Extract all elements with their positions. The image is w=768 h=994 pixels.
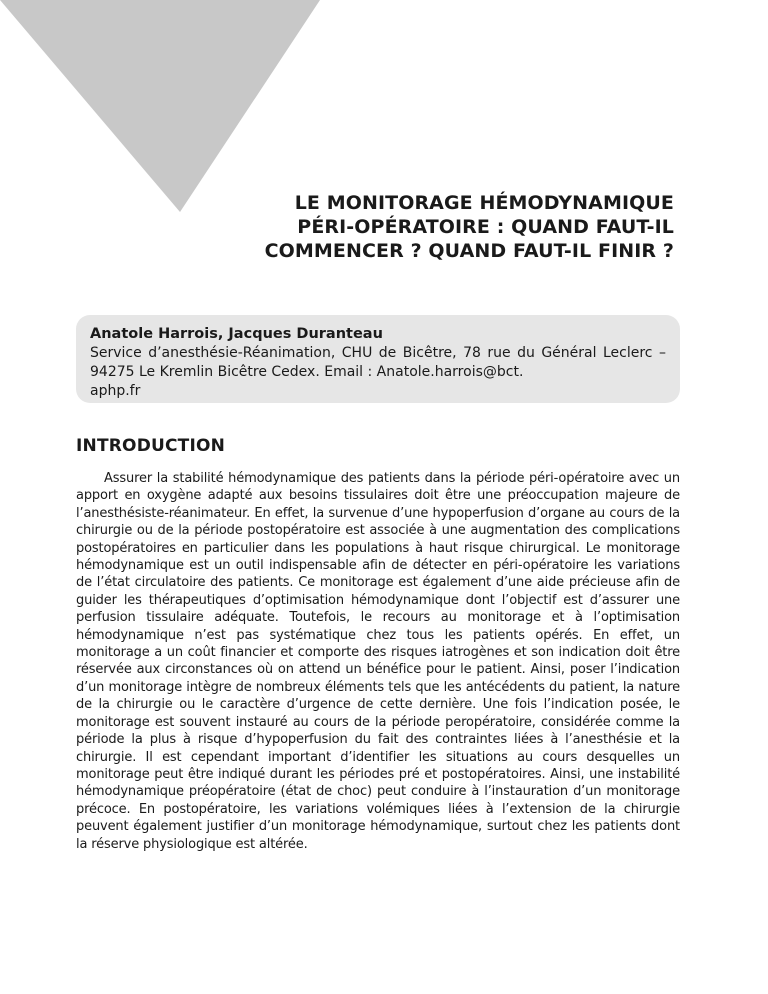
section-heading-introduction: INTRODUCTION (76, 436, 226, 456)
introduction-paragraph: Assurer la stabilité hémodynamique des patients dans la période péri-opératoire avec un apport en oxygène adapté aux besoins tissulaires doit être une préoccupation majeure de l’anesthésiste-réanimateur. En effet, la survenue d’une hypoperfusion d’organe au cours de la chirurgie ou de la période postopératoire est associée à une augmentation des complications postopératoires en particulier dans les populations à haut risque chirurgical. Le monitorage hémodynamique est un outil indispensable afin de détecter en péri-opératoire les variations de l’état circulatoire des patients. Ce monitorage est également d’une aide précieuse afin de guider les thérapeutiques d’optimisation hémodynamique dont l’objectif est d’assurer une perfusion tissulaire adéquate. Toutefois, le recours au monitorage et à l’optimisation hémodynamique n’est pas systématique chez tous les patients opérés. En effet, un monitorage a un coût financier et comporte des risques iatrogènes et son indication doit être réservée aux circonstances où on attend un bénéfice pour le patient. Ainsi, poser l’indication d’un monitorage intègre de nombreux éléments tels que les antécédents du patient, la nature de la chirurgie ou le caractère d’urgence de cette dernière. Une fois l’indication posée, le monitorage est souvent instauré au cours de la période peropératoire, considérée comme la période la plus à risque d’hypoperfusion du fait des contraintes liées à l’anesthésie et la chirurgie. Il est cependant important d’identifier les situations au cours desquelles un monitorage peut être indiqué durant les périodes pré et postopératoires. Ainsi, une instabilité hémodynamique préopératoire (état de choc) peut conduire à l’instauration d’un monitorage précoce. En postopératoire, les variations volémiques liées à l’extension de la chirurgie peuvent également justifier d’un monitorage hémodynamique, surtout chez les patients dont la réserve physiologique est altérée. (76, 471, 680, 852)
article-title (114, 191, 674, 263)
author-names: Anatole Harrois, Jacques Duranteau (90, 326, 383, 342)
title-line-3: COMMENCER ? QUAND FAUT-IL FINIR ? (264, 240, 674, 262)
title-line-1: LE MONITORAGE HÉMODYNAMIQUE (294, 192, 674, 214)
title-line-2: PÉRI-OPÉRATOIRE : QUAND FAUT-IL (297, 216, 674, 238)
author-affiliation: Service d’anesthésie-Réanimation, CHU de Bicêtre, 78 rue du Général Leclerc – 94275 Le Kremlin Bicêtre Cedex. Email : Anatole.harrois@bct. aphp.fr (90, 345, 666, 399)
author-affiliation-box (76, 315, 680, 403)
decorative-corner-triangle (0, 0, 320, 212)
